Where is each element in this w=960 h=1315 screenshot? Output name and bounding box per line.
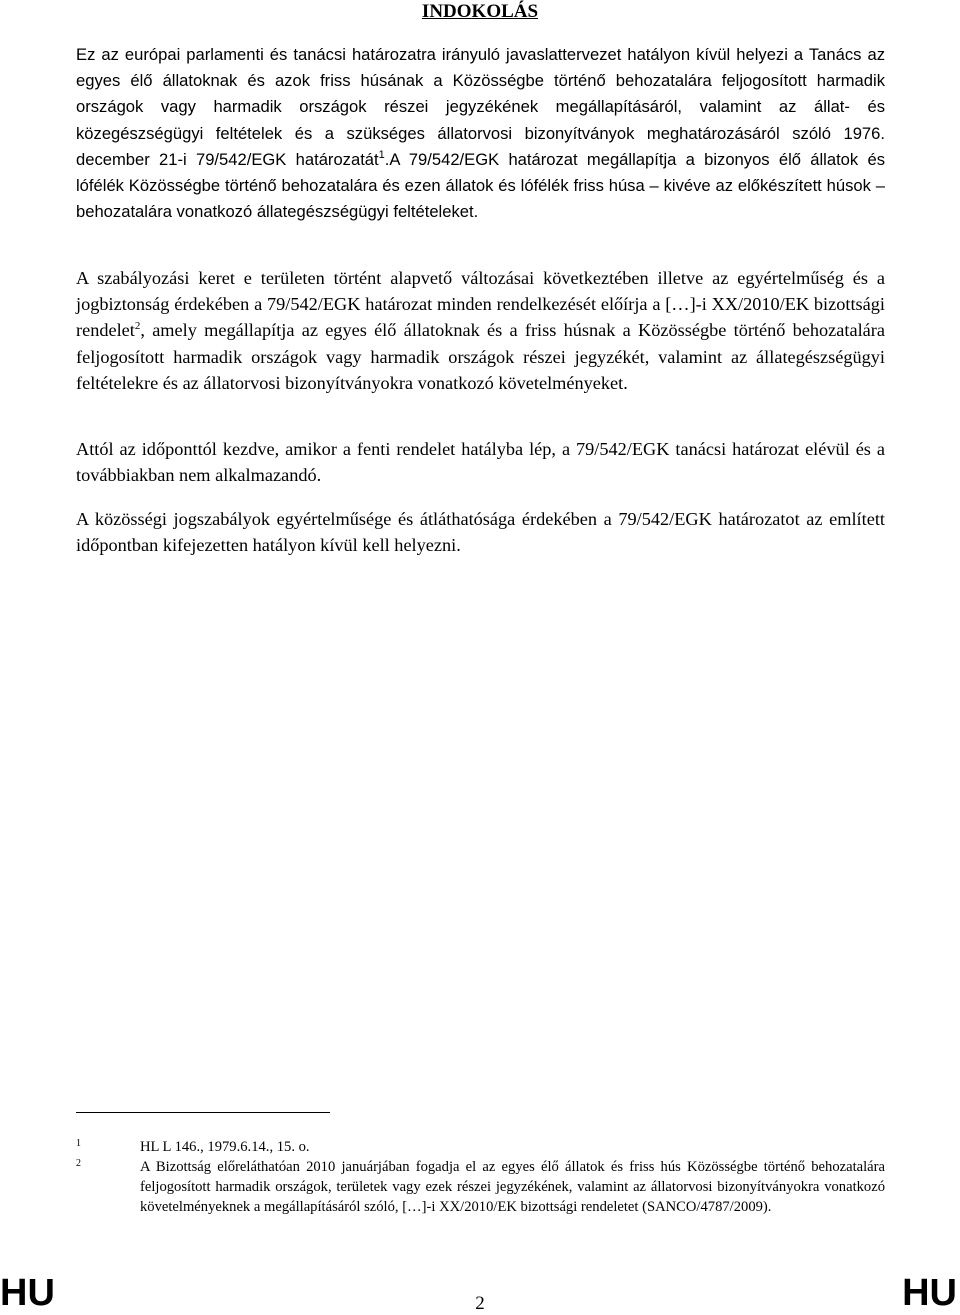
footer-language-code-right: HU bbox=[902, 1272, 957, 1314]
paragraph-2-text-b: , amely megállapítja az egyes élő állatoknak és a friss húsnak a Közösségbe történő behozatalára feljogosított harmadik országok vagy harmadik országok részei jegyzékét, valamint az állategészségügyi feltételekre és az állatorvosi bizonyítványokra vonatkozó követelményeket. bbox=[76, 320, 885, 393]
footnote-1-number: 1 bbox=[76, 1138, 81, 1149]
paragraph-2-text-a: A szabályozási keret e területen történt alapvető változásai következtében illetve az egyértelműség és a jogbiztonság érdekében a 79/542/EGK határozat minden rendelkezését előírja a […]-i XX/2010/EK bizottsági rendelet bbox=[76, 268, 885, 341]
footnote-2-text: A Bizottság előreláthatóan 2010 januárjában fogadja el az egyes élő állatok és friss hús Közösségbe történő behozatalára feljogosított harmadik országok, területek vagy ezek részei jegyzékének, valamint az állatorvosi bizonyítványokra vonatkozó követelményeknek a megállapításáról szóló, […]-i XX/2010/EK bizottsági rendeletet (SANCO/4787/2009). bbox=[140, 1159, 885, 1216]
footnote-2-number: 2 bbox=[76, 1158, 81, 1169]
paragraph-2 bbox=[76, 265, 885, 396]
footnote-1-text: HL L 146., 1979.6.14., 15. o. bbox=[140, 1139, 310, 1155]
paragraph-3: Attól az időponttól kezdve, amikor a fenti rendelet hatályba lép, a 79/542/EGK tanácsi határozat elévül és a továbbiakban nem alkalmazandó. bbox=[76, 439, 885, 486]
footer-language-code-left: HU bbox=[0, 1272, 55, 1314]
footnote-separator bbox=[76, 1112, 330, 1113]
paragraph-4: A közösségi jogszabályok egyértelműsége és átláthatósága érdekében a 79/542/EGK határozatot az említett időpontban kifejezetten hatályon kívül kell helyezni. bbox=[76, 509, 885, 556]
page-number: 2 bbox=[475, 1293, 485, 1314]
paragraph-1-text-a: Ez az európai parlamenti és tanácsi határozatra irányuló javaslattervezet hatályon kívül helyezi a Tanács az egyes élő állatoknak és azok friss húsának a Közösségbe történő behozatalára feljogosított harmadik országok vagy harmadik országok részei jegyzékének megállapításáról, valamint az állat- és közegészségügyi feltételek és a szükséges állatorvosi bizonyítványok meghatározásáról szóló 1976. december 21-i 79/542/EGK határozatát bbox=[76, 45, 885, 169]
document-title: INDOKOLÁS bbox=[421, 1, 539, 22]
paragraph-1 bbox=[76, 42, 885, 225]
footnote-ref-1[interactable]: 1 bbox=[378, 148, 385, 161]
paragraph-1-text-b: .A 79/542/EGK határozat megállapítja a bizonyos élő állatok és lófélék Közösségbe történő behozatalára és ezen állatok és lófélék friss húsa – kivéve az előkészített húsok – behozatalára vonatkozó állategészségügyi feltételeket. bbox=[76, 149, 885, 222]
footnote-ref-2[interactable]: 2 bbox=[134, 320, 141, 333]
